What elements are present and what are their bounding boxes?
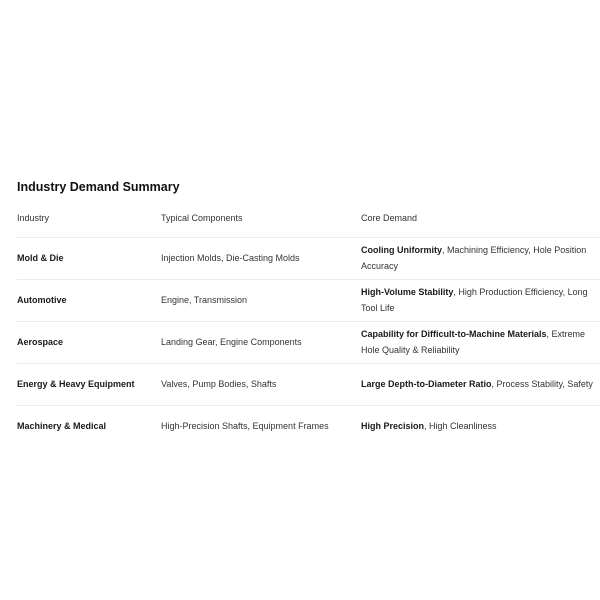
header-typical-components: Typical Components <box>161 213 361 238</box>
demand-table <box>17 213 600 447</box>
core-demand-rest: , Machining Efficiency, Hole Position Accuracy <box>361 245 587 271</box>
industry-cell: Energy & Heavy Equipment <box>17 364 161 406</box>
core-demand-cell <box>361 238 600 280</box>
industry-cell: Aerospace <box>17 322 161 364</box>
table-row <box>17 406 600 448</box>
header-core-demand: Core Demand <box>361 213 600 238</box>
table-body <box>17 238 600 448</box>
header-row <box>17 213 600 238</box>
table-row <box>17 364 600 406</box>
core-demand-key: Cooling Uniformity <box>361 245 442 255</box>
components-cell: Engine, Transmission <box>161 280 361 322</box>
header-industry: Industry <box>17 213 161 238</box>
core-demand-cell <box>361 406 600 448</box>
table-row <box>17 280 600 322</box>
core-demand-key: High-Volume Stability <box>361 287 454 297</box>
industry-cell: Machinery & Medical <box>17 420 107 431</box>
components-cell: High-Precision Shafts, Equipment Frames <box>161 420 329 431</box>
core-demand-key: High Precision <box>361 420 425 431</box>
core-demand-key: Large Depth-to-Diameter Ratio <box>361 378 492 389</box>
core-demand-rest: , Process Stability, Safety <box>491 378 593 389</box>
core-demand-rest: , High Production Efficiency, Long Tool Life <box>361 287 588 313</box>
industry-demand-summary <box>17 178 600 447</box>
core-demand-rest: , High Cleanliness <box>424 420 497 431</box>
components-cell: Injection Molds, Die-Casting Molds <box>161 238 361 280</box>
core-demand-cell <box>361 280 600 322</box>
core-demand-cell <box>361 322 600 364</box>
core-demand-rest: , Extreme Hole Quality & Reliability <box>361 329 586 355</box>
table-row <box>17 322 600 364</box>
table-title: Industry Demand Summary <box>17 180 180 194</box>
industry-cell: Automotive <box>17 280 161 322</box>
core-demand-cell <box>361 364 600 406</box>
core-demand-key: Capability for Difficult-to-Machine Materials <box>361 329 547 339</box>
components-cell: Valves, Pump Bodies, Shafts <box>161 364 361 406</box>
table-header <box>17 213 600 238</box>
components-cell: Landing Gear, Engine Components <box>161 322 361 364</box>
industry-cell: Mold & Die <box>17 238 161 280</box>
table-row <box>17 238 600 280</box>
